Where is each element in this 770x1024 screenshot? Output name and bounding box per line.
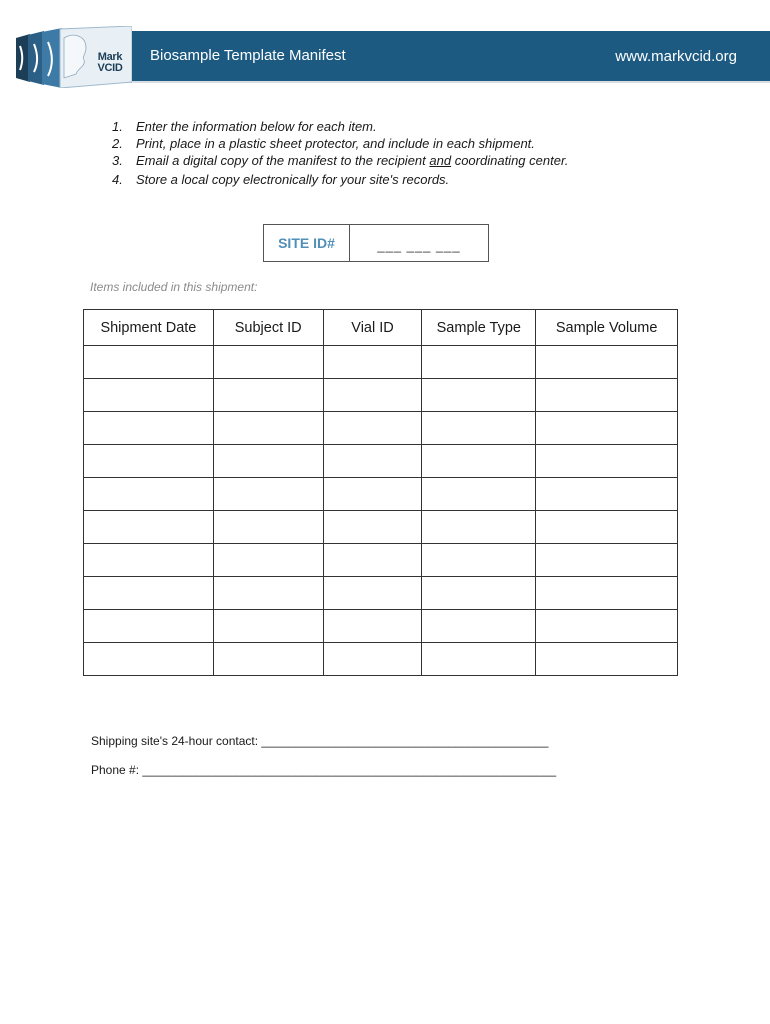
table-cell[interactable] <box>422 346 536 379</box>
instruction-item: 4. Store a local copy electronically for your site's records. <box>112 172 450 187</box>
table-row <box>84 412 678 445</box>
table-cell[interactable] <box>323 511 422 544</box>
instructions-list <box>110 118 568 188</box>
table-cell[interactable] <box>323 379 422 412</box>
table-cell[interactable] <box>422 445 536 478</box>
table-row <box>84 643 678 676</box>
site-id-field[interactable]: ___ ___ ___ <box>377 237 461 253</box>
instruction-item: 2. Print, place in a plastic sheet protector, and include in each shipment. <box>112 136 535 151</box>
table-cell[interactable] <box>422 643 536 676</box>
items-caption: Items included in this shipment: <box>90 280 258 294</box>
table-cell[interactable] <box>213 412 323 445</box>
table-cell[interactable] <box>213 577 323 610</box>
shipping-contact-line[interactable]: Shipping site's 24-hour contact: ___________________________________________ <box>91 734 549 748</box>
table-cell[interactable] <box>323 610 422 643</box>
table-cell[interactable] <box>422 544 536 577</box>
table-cell[interactable] <box>323 412 422 445</box>
phone-line[interactable]: Phone #: ______________________________________________________________ <box>91 763 557 777</box>
table-cell[interactable] <box>84 610 214 643</box>
table-cell[interactable] <box>536 544 678 577</box>
table-cell[interactable] <box>213 544 323 577</box>
logo-text: Mark VCID <box>97 51 123 74</box>
table-cell[interactable] <box>213 478 323 511</box>
table-row <box>84 445 678 478</box>
site-id-label: SITE ID# <box>264 225 350 261</box>
table-row <box>84 511 678 544</box>
table-cell[interactable] <box>536 511 678 544</box>
table-row <box>84 478 678 511</box>
table-cell[interactable] <box>323 445 422 478</box>
table-cell[interactable] <box>536 412 678 445</box>
table-cell[interactable] <box>536 610 678 643</box>
table-cell[interactable] <box>84 544 214 577</box>
instruction-item: 1. Enter the information below for each item. <box>112 119 377 134</box>
table-cell[interactable] <box>84 412 214 445</box>
table-cell[interactable] <box>422 412 536 445</box>
table-row <box>84 544 678 577</box>
column-header: Shipment Date <box>84 310 214 346</box>
table-cell[interactable] <box>323 346 422 379</box>
website-link[interactable]: www.markvcid.org <box>615 48 737 65</box>
table-cell[interactable] <box>213 511 323 544</box>
column-header: Vial ID <box>323 310 422 346</box>
table-cell[interactable] <box>213 346 323 379</box>
instruction-item: 3. Email a digital copy of the manifest to the recipient and coordinating center. <box>112 153 569 168</box>
table-cell[interactable] <box>536 445 678 478</box>
table-cell[interactable] <box>536 577 678 610</box>
site-id-box <box>263 224 489 262</box>
table-cell[interactable] <box>536 643 678 676</box>
table-cell[interactable] <box>422 511 536 544</box>
table-cell[interactable] <box>323 577 422 610</box>
table-cell[interactable] <box>84 478 214 511</box>
table-cell[interactable] <box>84 577 214 610</box>
table-cell[interactable] <box>213 445 323 478</box>
table-cell[interactable] <box>422 610 536 643</box>
table-cell[interactable] <box>422 379 536 412</box>
table-row <box>84 379 678 412</box>
table-cell[interactable] <box>323 478 422 511</box>
table-cell[interactable] <box>536 379 678 412</box>
page-title: Biosample Template Manifest <box>150 47 346 64</box>
table-row <box>84 346 678 379</box>
table-cell[interactable] <box>84 511 214 544</box>
table-cell[interactable] <box>323 643 422 676</box>
table-cell[interactable] <box>536 478 678 511</box>
table-cell[interactable] <box>422 577 536 610</box>
column-header: Sample Type <box>422 310 536 346</box>
table-cell[interactable] <box>213 610 323 643</box>
table-cell[interactable] <box>84 346 214 379</box>
table-cell[interactable] <box>213 379 323 412</box>
column-header: Sample Volume <box>536 310 678 346</box>
table-row <box>84 577 678 610</box>
table-cell[interactable] <box>323 544 422 577</box>
table-header-row <box>84 310 678 346</box>
manifest-table <box>83 309 678 676</box>
table-cell[interactable] <box>84 643 214 676</box>
table-cell[interactable] <box>536 346 678 379</box>
table-cell[interactable] <box>213 643 323 676</box>
table-cell[interactable] <box>84 445 214 478</box>
table-cell[interactable] <box>84 379 214 412</box>
column-header: Subject ID <box>213 310 323 346</box>
table-row <box>84 610 678 643</box>
table-cell[interactable] <box>422 478 536 511</box>
